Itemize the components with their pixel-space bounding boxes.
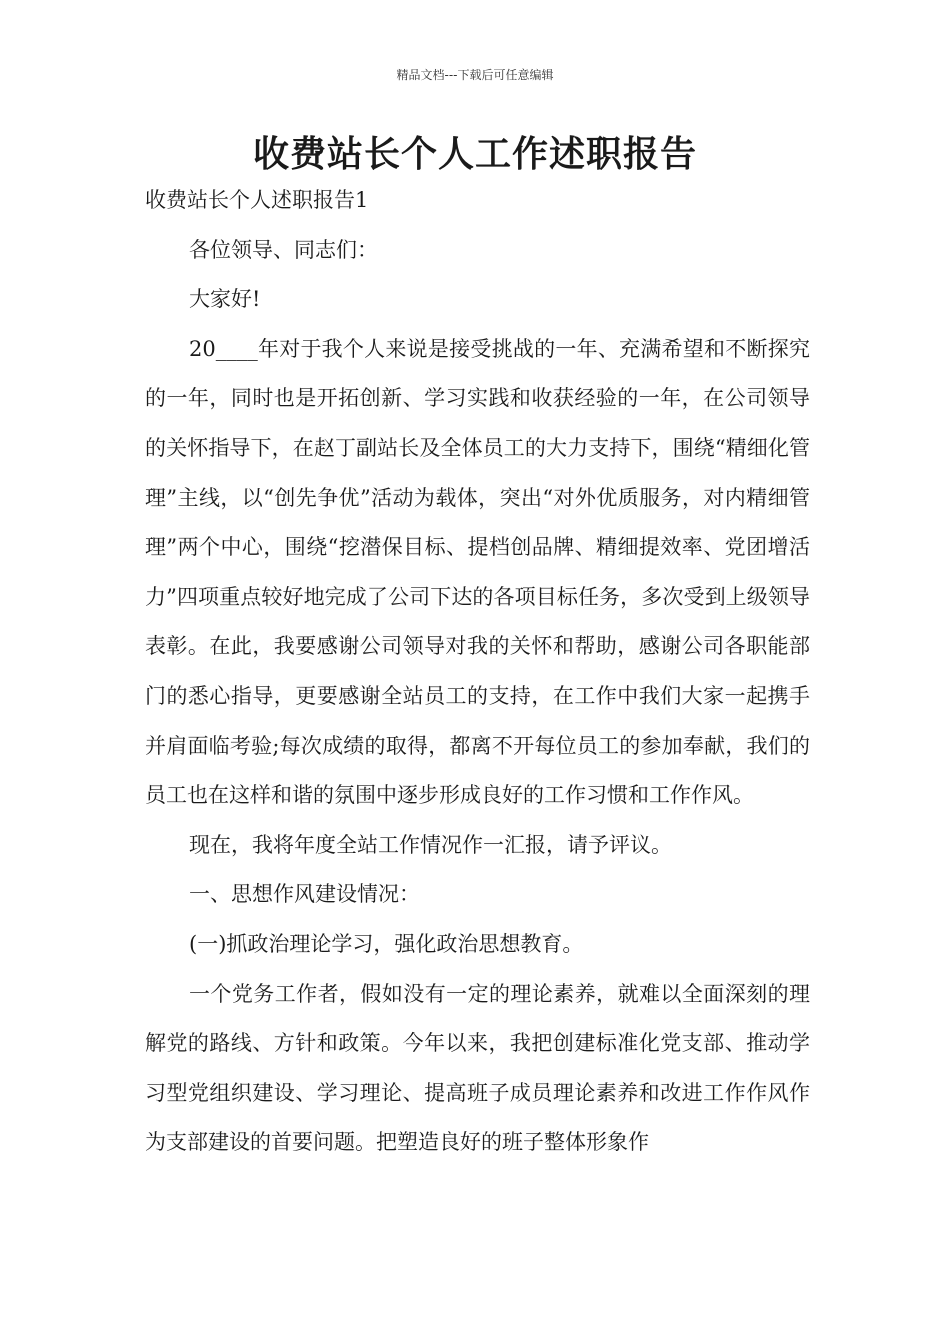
subsection-heading-1: (一)抓政治理论学习，强化政治思想教育。 xyxy=(189,931,584,956)
paragraph-salutation: 各位领导、同志们： xyxy=(189,237,378,262)
document-header-note: 精品文档---下载后可任意编辑 xyxy=(396,68,554,82)
paragraph-main-summary: 20____年对于我个人来说是接受挑战的一年、充满希望和不断探究的一年，同时也是开拓创新、学习实践和收获经验的一年，在公司领导的关怀指导下，在赵丁副站长及全体员工的大力支持下，围绕“精细化管理”主线，以“创先争优”活动为载体，突出“对外优质服务，对内精细管理”两个中心，围绕“挖潜保目标、提档创品牌、精细提效率、党团增活力”四项重点较好地完成了公司下达的各项目标任务，多次受到上级领导表彰。在此，我要感谢公司领导对我的关怀和帮助，感谢公司各职能部门的悉心指导，更要感谢全站员工的支持，在工作中我们大家一起携手并肩面临考验;每次成绩的取得，都离不开每位员工的参加奉献，我们的员工也在这样和谐的氛围中逐步形成良好的工作习惯和工作作风。 xyxy=(145,336,810,808)
paragraph-report-intro: 现在，我将年度全站工作情况作一汇报，请予评议。 xyxy=(189,832,672,857)
paragraph-greeting: 大家好! xyxy=(189,287,261,312)
paragraph-subtitle: 收费站长个人述职报告1 xyxy=(145,188,369,212)
document-body xyxy=(145,176,810,1168)
paragraph-theory-study: 一个党务工作者，假如没有一定的理论素养，就难以全面深刻的理解党的路线、方针和政策。今年以来，我把创建标准化党支部、推动学习型党组织建设、学习理论、提高班子成员理论素养和改进工作作风作为支部建设的首要问题。把塑造良好的班子整体形象作 xyxy=(145,981,810,1155)
section-heading-1: 一、思想作风建设情况： xyxy=(189,882,420,907)
document-title: 收费站长个人工作述职报告 xyxy=(252,134,697,175)
